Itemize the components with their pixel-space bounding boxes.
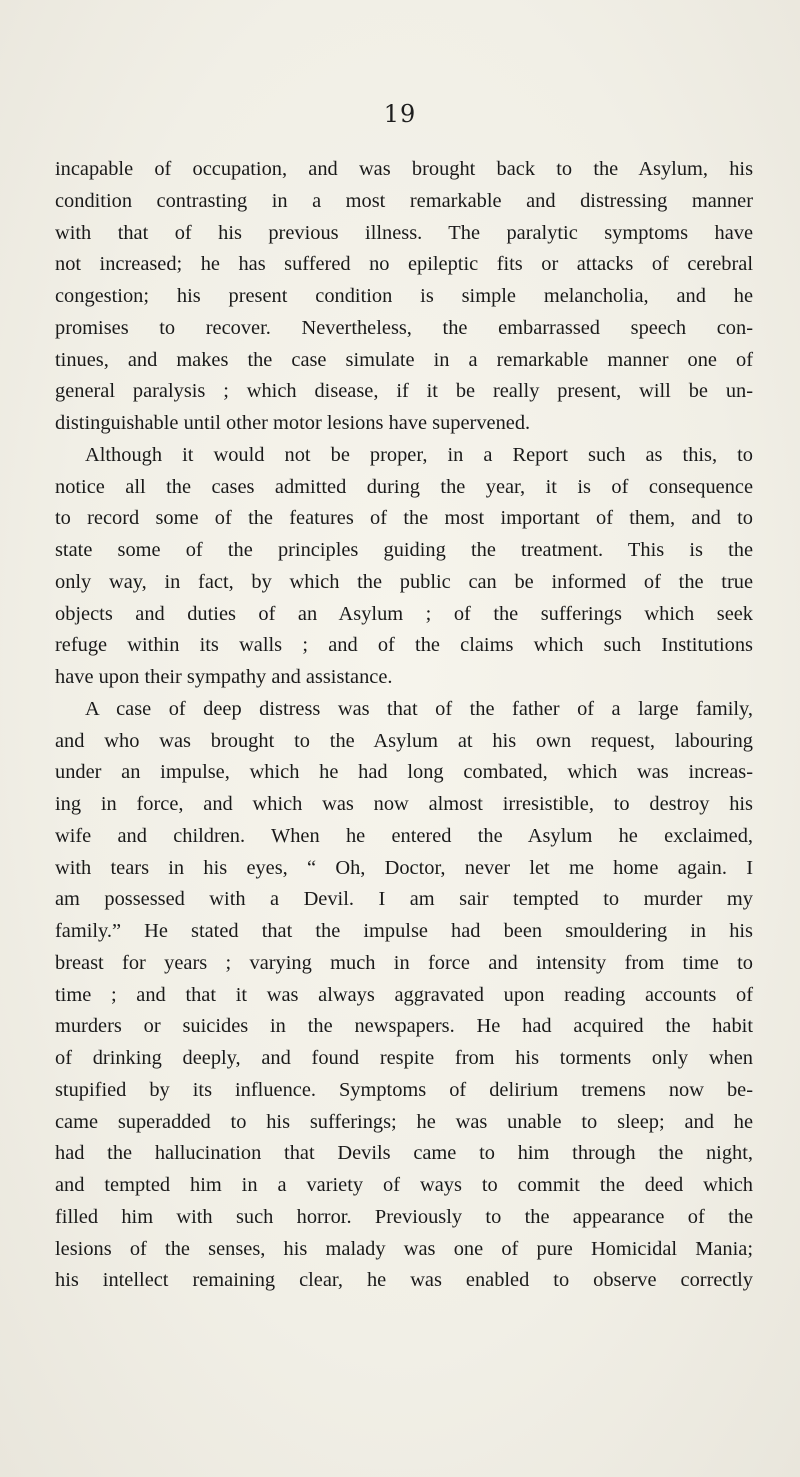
text-line: stupified by its influence. Symptoms of delirium tremens now be- — [55, 1078, 753, 1101]
text-line: only way, in fact, by which the public can be informed of the true — [55, 570, 753, 593]
text-line: lesions of the senses, his malady was one of pure Homicidal Mania; — [55, 1237, 753, 1260]
text-line: time ; and that it was always aggravated upon reading accounts of — [55, 983, 753, 1006]
text-line: of drinking deeply, and found respite from his torments only when — [55, 1047, 753, 1069]
text-line: congestion; his present condition is simple melancholia, and he — [55, 285, 753, 307]
text-line: refuge within its walls ; and of the claims which such Institutions — [55, 634, 753, 657]
text-line: had the hallucination that Devils came to him through the night, — [55, 1142, 753, 1165]
text-line: his intellect remaining clear, he was enabled to observe correctly — [55, 1269, 753, 1292]
text-line: came superadded to his sufferings; he was unable to sleep; and he — [55, 1110, 753, 1133]
text-line: and tempted him in a variety of ways to commit the deed which — [55, 1174, 753, 1196]
text-line: wife and children. When he entered the Asylum he exclaimed, — [55, 824, 753, 847]
body-text — [55, 154, 753, 1297]
text-line: objects and duties of an Asylum ; of the sufferings which seek — [55, 602, 753, 625]
text-line: promises to recover. Nevertheless, the embarrassed speech con- — [55, 316, 753, 339]
text-line: tinues, and makes the case simulate in a remarkable manner one of — [55, 348, 753, 371]
text-line: notice all the cases admitted during the year, it is of consequence — [55, 475, 753, 498]
text-line: distinguishable until other motor lesions have supervened. — [55, 412, 531, 434]
text-line: breast for years ; varying much in force and intensity from time to — [55, 951, 753, 974]
text-line: incapable of occupation, and was brought back to the Asylum, his — [55, 158, 753, 180]
text-line: murders or suicides in the newspapers. He had acquired the habit — [55, 1015, 753, 1038]
text-line: with that of his previous illness. The paralytic symptoms have — [55, 221, 753, 244]
text-line: condition contrasting in a most remarkable and distressing manner — [55, 189, 753, 212]
text-line: am possessed with a Devil. I am sair tempted to murder my — [55, 888, 753, 911]
paragraph-start-line: A case of deep distress was that of the father of a large family, — [85, 697, 753, 720]
text-line: and who was brought to the Asylum at his own request, labouring — [55, 729, 753, 752]
text-line: under an impulse, which he had long combated, which was increas- — [55, 761, 753, 784]
text-line: to record some of the features of the most important of them, and to — [55, 507, 753, 530]
text-line: general paralysis ; which disease, if it be really present, will be un- — [55, 380, 753, 403]
page-number: 19 — [383, 100, 417, 128]
text-line: not increased; he has suffered no epileptic fits or attacks of cerebral — [55, 253, 753, 276]
text-line: have upon their sympathy and assistance. — [55, 666, 393, 688]
paragraph-start-line: Although it would not be proper, in a Report such as this, to — [85, 443, 753, 466]
text-line: family.” He stated that the impulse had been smouldering in his — [55, 920, 753, 942]
text-line: state some of the principles guiding the treatment. This is the — [55, 539, 753, 561]
text-line: with tears in his eyes, “ Oh, Doctor, never let me home again. I — [55, 856, 753, 879]
text-line: ing in force, and which was now almost irresistible, to destroy his — [55, 793, 753, 815]
text-line: filled him with such horror. Previously to the appearance of the — [55, 1205, 753, 1228]
